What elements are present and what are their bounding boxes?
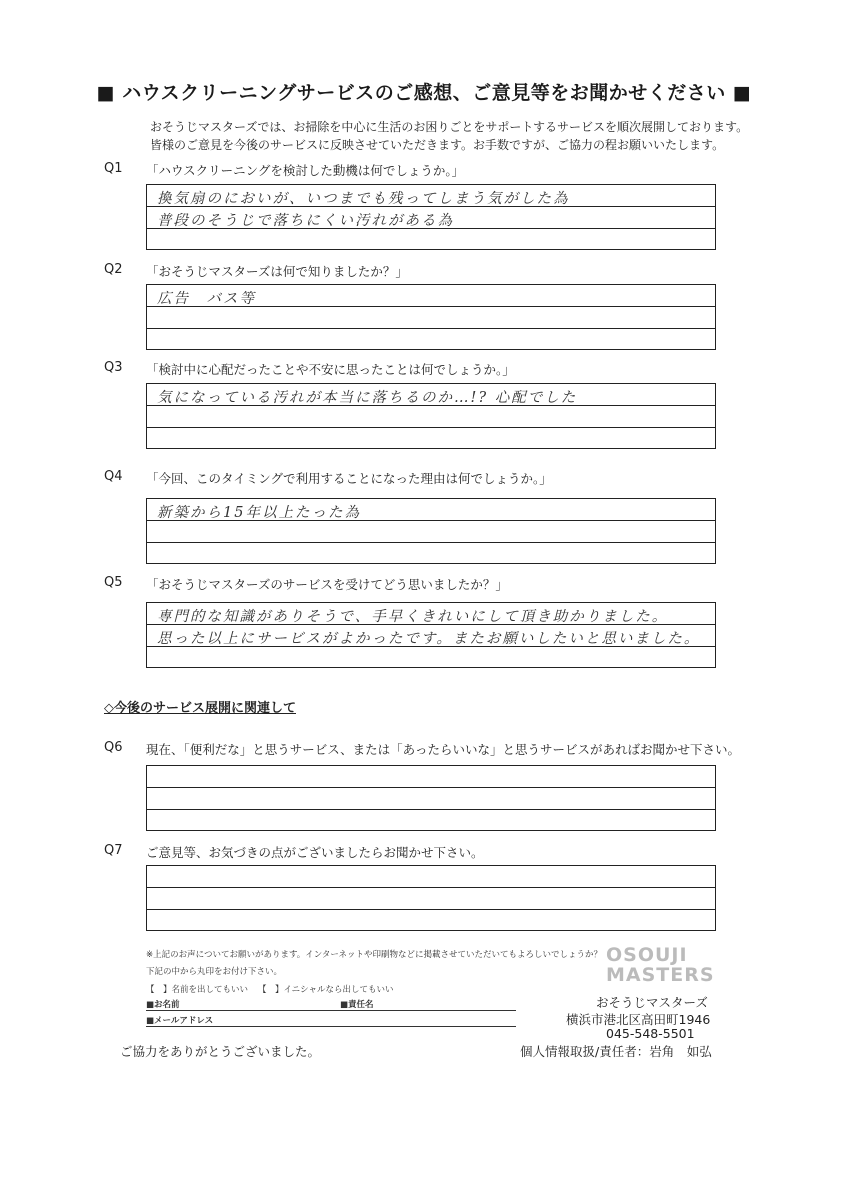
answer-line: [147, 328, 715, 329]
privacy-officer: 個人情報取扱/責任者：岩角 如弘: [520, 1044, 712, 1059]
answer-line: [147, 887, 715, 888]
answer-line: [147, 787, 715, 788]
q5-answer-1: 専門的な知識がありそうで、手早くきれいにして頂き助かりました。: [157, 609, 669, 625]
q1-answer-box[interactable]: [146, 184, 716, 250]
q6-answer-box[interactable]: [146, 765, 716, 831]
logo-line-2: MASTERS: [606, 964, 715, 986]
q4-answer-box[interactable]: [146, 498, 716, 564]
q2-answer-box[interactable]: [146, 284, 716, 350]
q3-text: 「検討中に心配だったことや不安に思ったことは何でしょうか。」: [146, 362, 515, 377]
consent-option-name[interactable]: 【 】名前を出してもいい: [146, 985, 249, 995]
q3-answer-box[interactable]: [146, 383, 716, 449]
q1-answer-2: 普段のそうじで落ちにくい汚れがある為: [157, 213, 454, 229]
q5-answer-2: 思った以上にサービスがよかったです。またお願いしたいと思いました。: [157, 631, 701, 647]
page-title: ■ ハウスクリーニングサービスのご感想、ご意見等をお聞かせください ■: [96, 82, 752, 104]
answer-line: [147, 427, 715, 428]
email-underline: [146, 1026, 516, 1027]
answer-line: [147, 909, 715, 910]
answer-line: [147, 809, 715, 810]
section-heading: ◇今後のサービス展開に関連して: [104, 701, 296, 716]
q2-answer-1: 広告 バス等: [157, 291, 256, 307]
consent-option-initial[interactable]: 【 】イニシャルなら出してもいい: [258, 985, 394, 995]
company-name: おそうじマスターズ: [596, 995, 708, 1010]
consent-note-1: ※上記のお声についてお願いがあります。インターネットや印刷物などに掲載させていただいてもよろしいでしょうか？: [146, 950, 603, 960]
q7-text: ご意見等、お気づきの点がございましたらお聞かせ下さい。: [146, 845, 484, 860]
company-address: 横浜市港北区高田町1946: [566, 1012, 711, 1027]
email-label: ■メールアドレス: [146, 1016, 214, 1026]
q3-label: Q3: [104, 360, 123, 375]
q5-label: Q5: [104, 575, 123, 590]
answer-line: [147, 542, 715, 543]
q5-text: 「おそうじマスターズのサービスを受けてどう思いましたか？」: [146, 577, 508, 592]
thanks-text: ご協力をありがとうございました。: [120, 1044, 321, 1059]
intro-line-1: おそうじマスターズでは、お掃除を中心に生活のお困りごとをサポートするサービスを順次展開しております。: [150, 120, 749, 134]
q5-answer-box[interactable]: [146, 602, 716, 668]
q7-answer-box[interactable]: [146, 865, 716, 931]
name-underline: [146, 1010, 516, 1011]
q6-text: 現在、「便利だな」と思うサービス、または「あったらいいな」と思うサービスがあればお聞かせ下さい。: [146, 742, 741, 757]
q4-label: Q4: [104, 469, 123, 484]
staff-label: ■責任名: [340, 1000, 374, 1010]
q1-label: Q1: [104, 161, 123, 176]
logo-line-1: OSOUJI: [606, 944, 688, 966]
q2-label: Q2: [104, 262, 123, 277]
consent-note-2: 下記の中から丸印をお付け下さい。: [146, 967, 283, 977]
q6-label: Q6: [104, 740, 123, 755]
q4-text: 「今回、このタイミングで利用することになった理由は何でしょうか。」: [146, 471, 552, 486]
q2-text: 「おそうじマスターズは何で知りましたか？」: [146, 264, 408, 279]
company-logo: [606, 945, 718, 989]
q4-answer-1: 新築から15年以上たった為: [157, 505, 361, 521]
q7-label: Q7: [104, 843, 123, 858]
q1-answer-1: 換気扇のにおいが、いつまでも残ってしまう気がした為: [157, 191, 570, 207]
q1-text: 「ハウスクリーニングを検討した動機は何でしょうか。」: [146, 163, 465, 178]
intro-line-2: 皆様のご意見を今後のサービスに反映させていただきます。お手数ですが、ご協力の程お願いいたします。: [150, 138, 725, 152]
company-phone: 045-548-5501: [606, 1026, 695, 1041]
name-label: ■お名前: [146, 1000, 180, 1010]
q3-answer-1: 気になっている汚れが本当に落ちるのか…!? 心配でした: [157, 390, 578, 406]
